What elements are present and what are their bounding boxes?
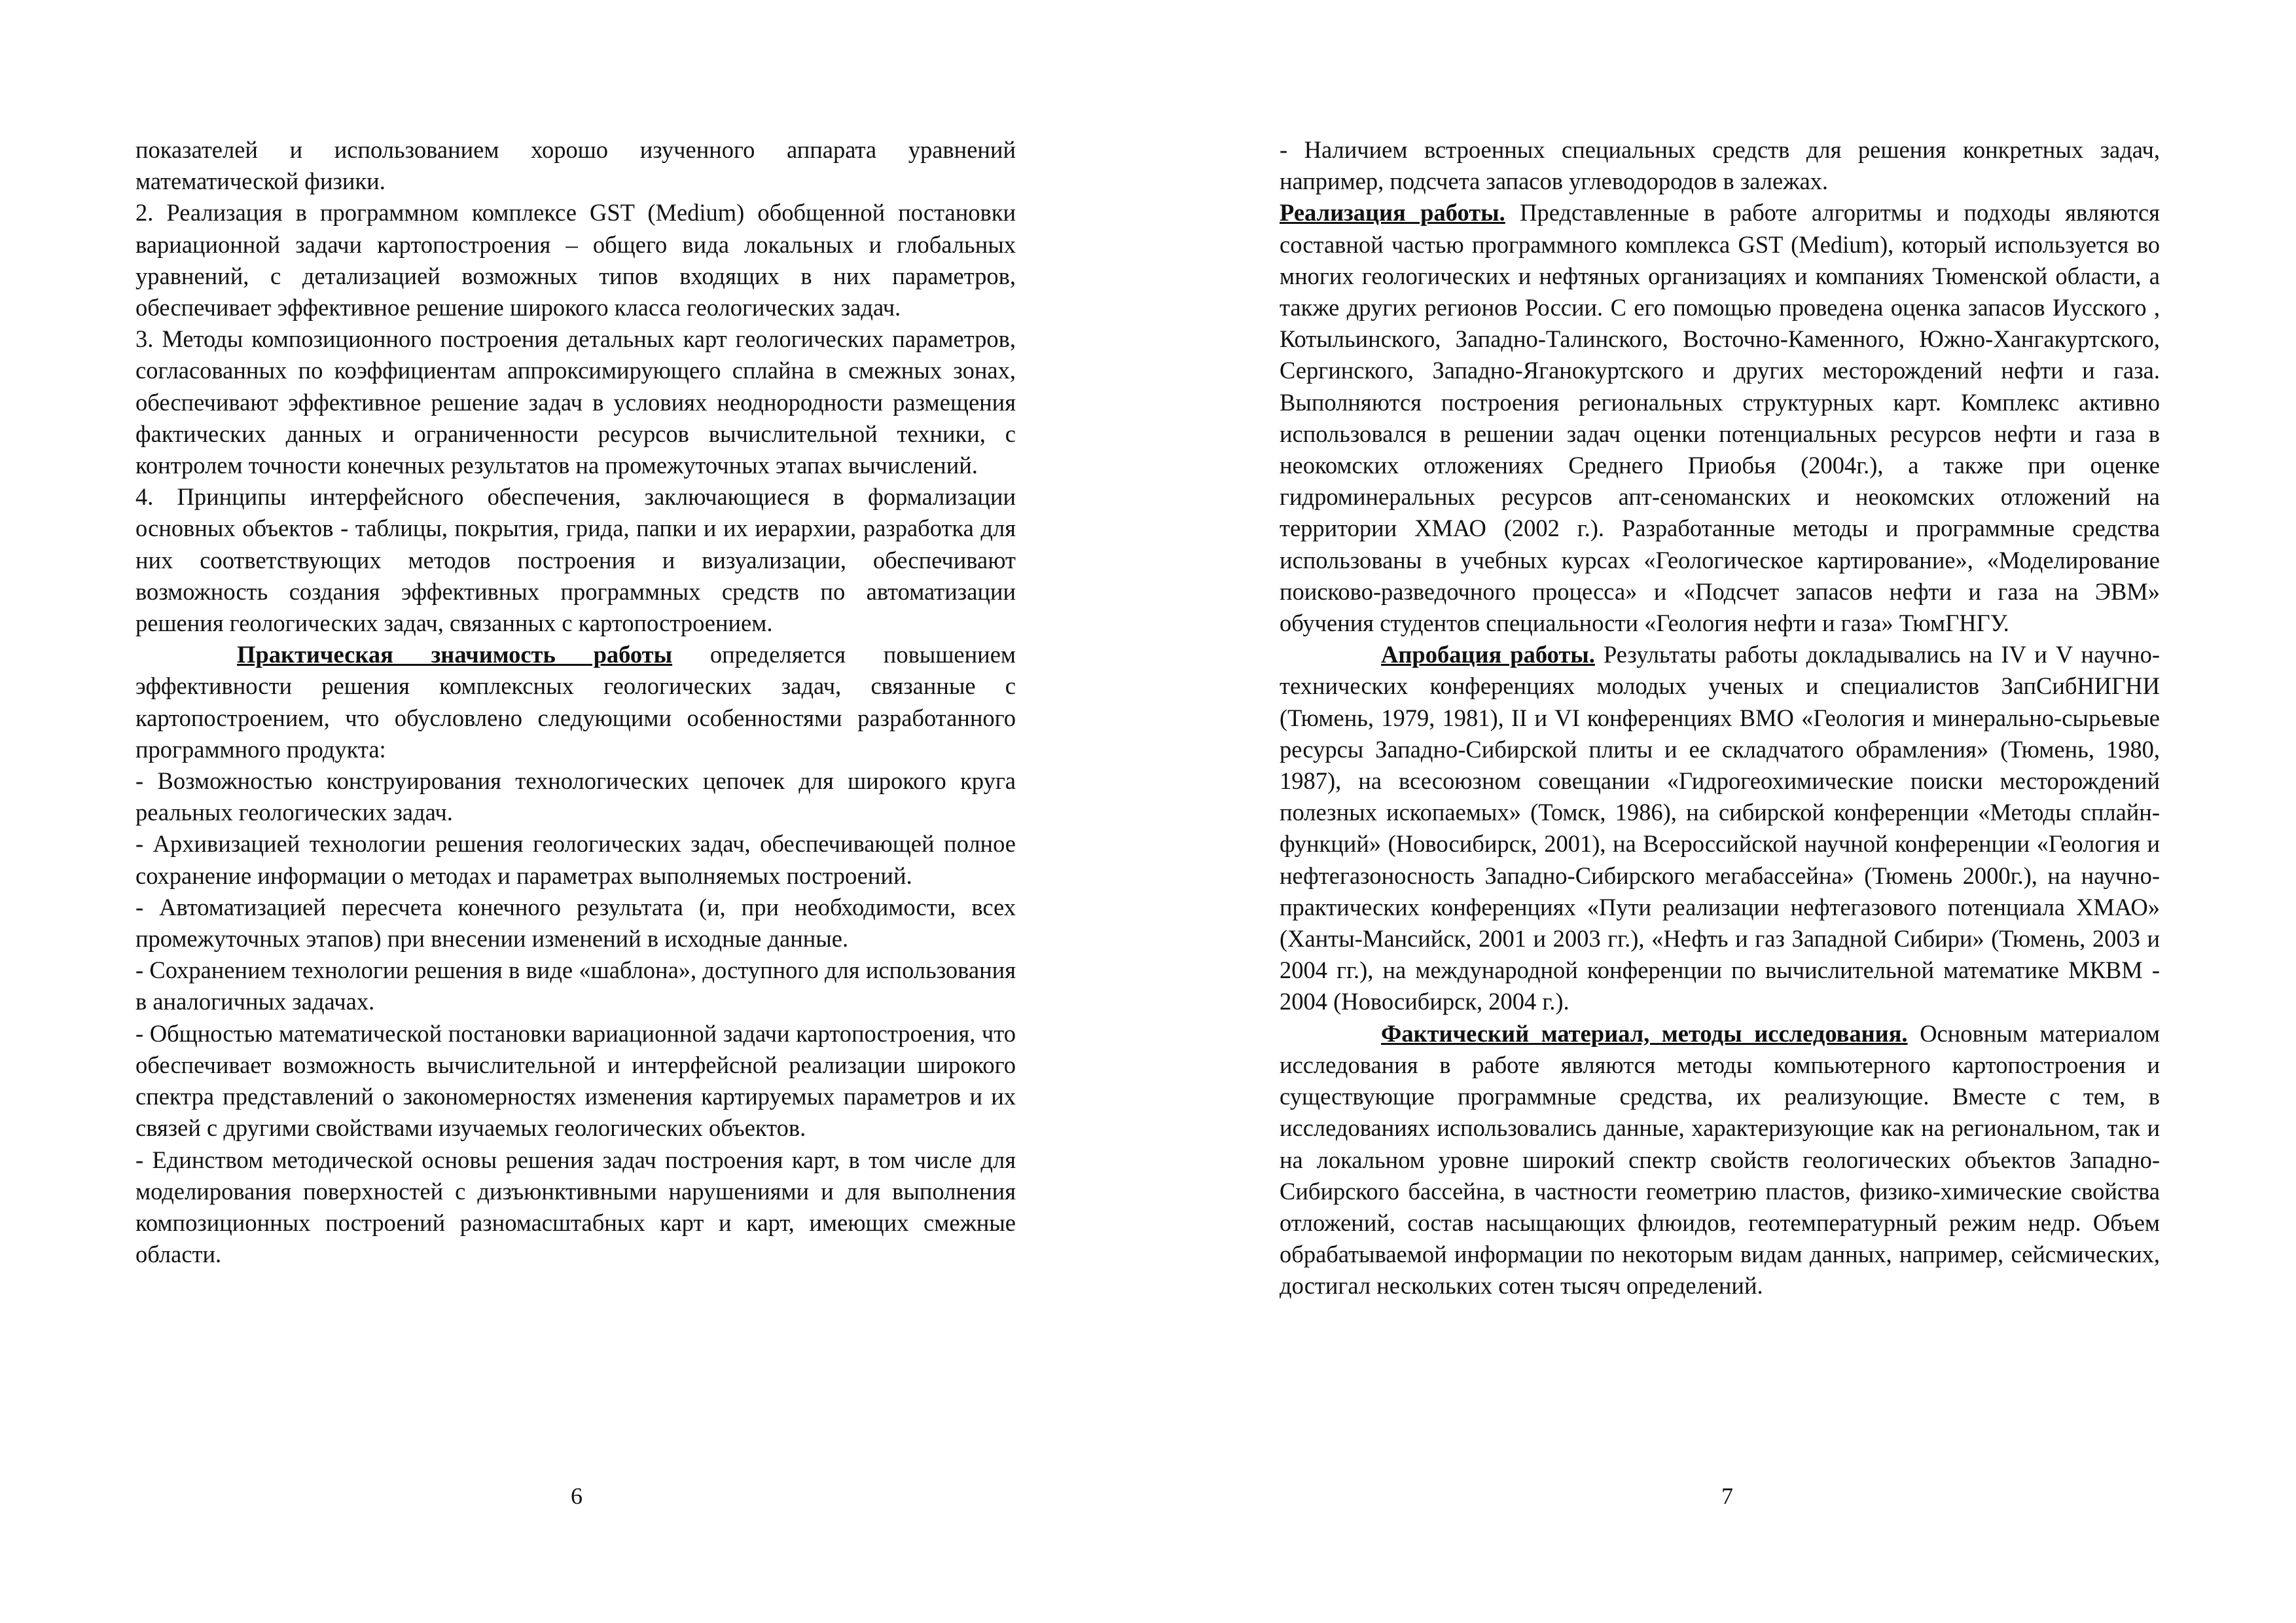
left-page xyxy=(135,134,1016,1270)
bullet-item: - Общностью математической постановки вариационной задачи картопостроения, что обеспечивает возможность вычислительной и интерфейсной реализации широкого спектра представлений о закономерностях изменения картируемых параметров и их связей с другими свойствами изучаемых геологических объектов. xyxy=(135,1019,1016,1142)
paragraph-point-3: 3. Методы композиционного построения детальных карт геологических параметров, согласованных по коэффициентам аппроксимирующего сплайна в смежных зонах, обеспечивают эффективное решение задач в условиях неоднородности размещения фактических данных и ограниченности ресурсов вычислительной техники, с контролем точности конечных результатов на промежуточных этапах вычислений. xyxy=(135,325,1016,479)
practical-significance-paragraph xyxy=(135,639,1016,765)
factual-material-paragraph xyxy=(1280,1018,2160,1302)
bullet-item: - Архивизацией технологии решения геологических задач, обеспечивающей полное сохранение информации о методах и параметрах выполняемых построений. xyxy=(135,830,1016,889)
paragraph-intro: показателей и использованием хорошо изученного аппарата уравнений математической физики. xyxy=(135,136,1016,195)
paragraph-point-4: 4. Принципы интерфейсного обеспечения, заключающиеся в формализации основных объектов - таблицы, покрытия, грида, папки и их иерархии, разработка для них соответствующих методов построения и визуализации, обеспечивают возможность создания эффективных программных средств по автоматизации решения геологических задач, связанных с картопостроением. xyxy=(135,483,1016,637)
bullet-item: - Наличием встроенных специальных средств для решения конкретных задач, например, подсчета запасов углеводородов в залежах. xyxy=(1280,136,2160,195)
realization-paragraph xyxy=(1280,197,2160,639)
realization-heading: Реализация работы. xyxy=(1280,199,1505,227)
bullet-item: - Единством методической основы решения задач построения карт, в том числе для моделирования поверхностей с дизъюнктивными нарушениями и для выполнения композиционных построений разномасштабных карт и карт, имеющих смежные области. xyxy=(135,1146,1016,1268)
page-number-left: 6 xyxy=(571,1483,583,1509)
practical-significance-heading: Практическая значимость работы xyxy=(237,641,673,668)
practical-significance-text: определяется повышением эффективности решения комплексных геологических задач, связанные с картопостроением, что обусловлено следующими особенностями разработанного программного продукта: xyxy=(135,641,1016,763)
bullet-item: - Сохранением технологии решения в виде «шаблона», доступного для использования в аналогичных задачах. xyxy=(135,957,1016,1015)
page-number-right: 7 xyxy=(1721,1483,1733,1509)
paragraph-point-2: 2. Реализация в программном комплексе GST (Medium) обобщенной постановки вариационной задачи картопостроения – общего вида локальных и глобальных уравнений, с детализацией возможных типов входящих в них параметров, обеспечивает эффективное решение широкого класса геологических задач. xyxy=(135,199,1016,321)
bullet-item: - Возможностью конструирования технологических цепочек для широкого круга реальных геологических задач. xyxy=(135,767,1016,826)
approbation-heading: Апробация работы. xyxy=(1381,641,1595,668)
approbation-text: Результаты работы докладывались на IV и V научно-технических конференциях молодых ученых и специалистов ЗапСибНИГНИ (Тюмень, 1979, 1981), II и VI конференциях ВМО «Геология и минерально-сырьевые ресурсы Западно-Сибирской плиты и ее складчатого обрамления» (Тюмень, 1980, 1987), на всесоюзном совещании «Гидрогеохимические поиски месторождений полезных ископаемых» (Томск, 1986), на сибирской конференции «Методы сплайн-функций» (Новосибирск, 2001), на Всероссийской научной конференции «Геология и нефтегазоносность Западно-Сибирского мегабассейна» (Тюмень 2000г.), на научно-практических конференциях «Пути реализации нефтегазового потенциала ХМАО» (Ханты-Мансийск, 2001 и 2003 гг.), «Нефть и газ Западной Сибири» (Тюмень, 2003 и 2004 гг.), на международной конференции по вычислительной математике МКВМ - 2004 (Новосибирск, 2004 г.). xyxy=(1280,641,2160,1015)
right-page xyxy=(1280,134,2160,1302)
approbation-paragraph xyxy=(1280,639,2160,1017)
realization-text: Представленные в работе алгоритмы и подходы являются составной частью программного комплекса GST (Medium), который используется во многих геологических и нефтяных организациях и компаниях Тюменской области, а также других регионов России. С его помощью проведена оценка запасов Иусского , Котыльинского, Западно-Талинского, Восточно-Каменного, Южно-Хангакуртского, Сергинского, Западно-Яганокуртского и других месторождений нефти и газа. Выполняются построения региональных структурных карт. Комплекс активно использовался в решении задач оценки потенциальных ресурсов нефти и газа в неокомских отложениях Среднего Приобья (2004г.), а также при оценке гидроминеральных ресурсов апт-сеноманских и неокомских отложений на территории ХМАО (2002 г.). Разработанные методы и программные средства использованы в учебных курсах «Геологическое картирование», «Моделирование поисково-разведочного процесса» и «Подсчет запасов нефти и газа на ЭВМ» обучения студентов специальности «Геология нефти и газа» ТюмГНГУ. xyxy=(1280,199,2160,637)
bullet-item: - Автоматизацией пересчета конечного результата (и, при необходимости, всех промежуточных этапов) при внесении изменений в исходные данные. xyxy=(135,893,1016,953)
factual-material-text: Основным материалом исследования в работе являются методы компьютерного картопостроения и существующие программные средства, их реализующие. Вместе с тем, в исследованиях использовались данные, характеризующие как на региональном, так и на локальном уровне широкий спектр свойств геологических объектов Западно-Сибирского бассейна, в частности геометрию пластов, физико-химические свойства отложений, состав насыщающих флюидов, геотемпературный режим недр. Объем обрабатываемой информации по некоторым видам данных, например, сейсмических, достигал нескольких сотен тысяч определений. xyxy=(1280,1019,2160,1300)
factual-material-heading: Фактический материал, методы исследования. xyxy=(1381,1019,1908,1047)
